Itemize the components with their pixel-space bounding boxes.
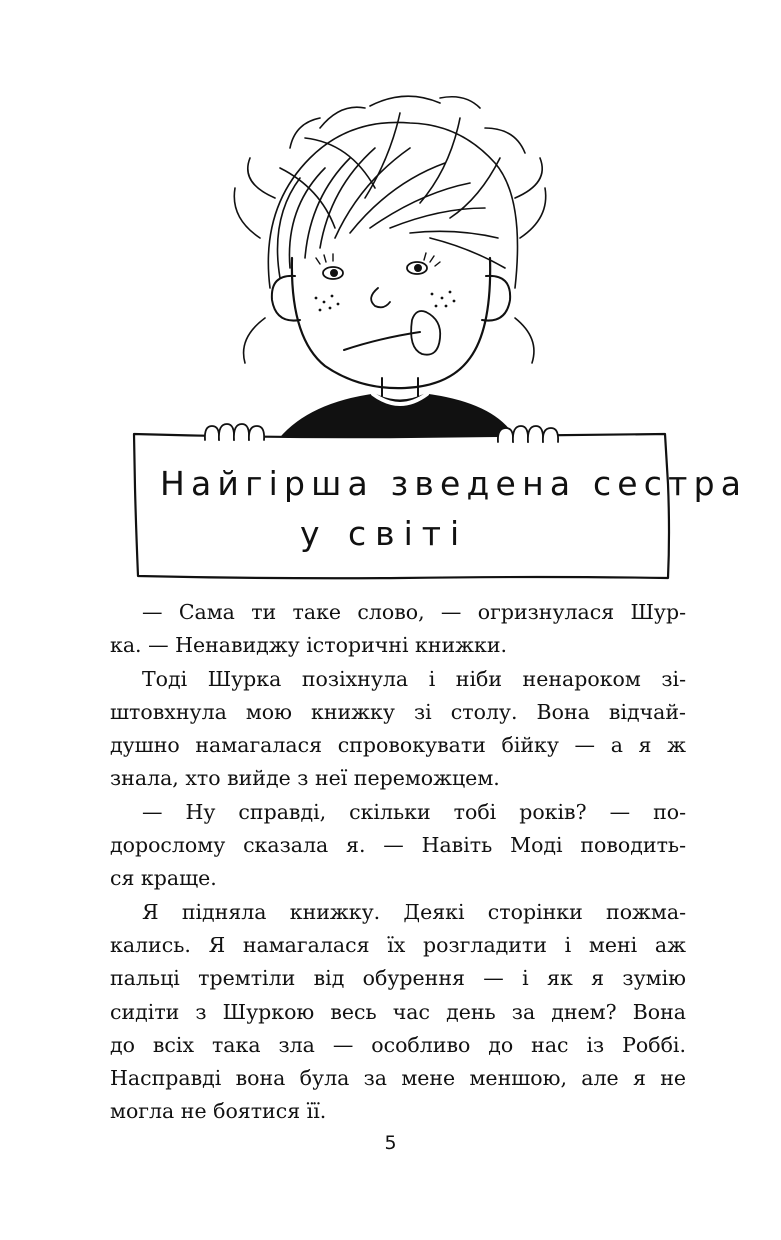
mouth [344, 332, 420, 350]
freckles [315, 291, 456, 312]
text-line: Я підняла книжку. Деякі сторінки пожма- [142, 899, 686, 924]
text-line: до всіх така зла — особливо до нас із Роббі. [110, 1032, 686, 1057]
text-line: душно намагалася спровокувати бійку — а я ж [110, 733, 686, 758]
left-hand [205, 424, 264, 440]
text-line: ся краще. [110, 866, 217, 891]
girl-with-sign-illustration [120, 88, 680, 588]
face [292, 258, 490, 388]
sign-text-line-2: у світі [300, 514, 469, 553]
text-line: штовхнула мою книжку зі столу. Вона відчай- [110, 699, 686, 724]
body-text [110, 596, 686, 1129]
text-line: знала, хто вийде з неї переможцем. [110, 766, 500, 791]
right-hand [498, 426, 558, 442]
hair [234, 96, 545, 363]
page-number: 5 [384, 1132, 397, 1154]
nose [371, 288, 390, 307]
text-line: ка. — Ненавиджу історичні книжки. [110, 633, 508, 658]
text-line: Насправді вона була за мене меншою, але я не [110, 1066, 686, 1091]
text-line: пальці тремтіли від обурення — і як я зумію [110, 966, 686, 991]
sign-text-line-1: Найгірша зведена сестра [160, 464, 748, 503]
text-line: дорослому сказала я. — Навіть Моді поводить- [110, 833, 686, 858]
sign-board [134, 434, 669, 578]
eyes [316, 253, 440, 279]
text-line: Тоді Шурка позіхнула і ніби ненароком зі- [142, 666, 686, 691]
text-line: могла не боятися її. [110, 1099, 327, 1124]
text-line: кались. Я намагалася їх розгладити і мені аж [110, 932, 686, 957]
text-line: — Ну справді, скільки тобі років? — по- [142, 799, 686, 824]
text-line: сидіти з Шуркою весь час день за днем? Вона [110, 999, 686, 1024]
text-line: — Сама ти таке слово, — огризнулася Шур- [142, 600, 686, 624]
shirt [280, 394, 515, 438]
